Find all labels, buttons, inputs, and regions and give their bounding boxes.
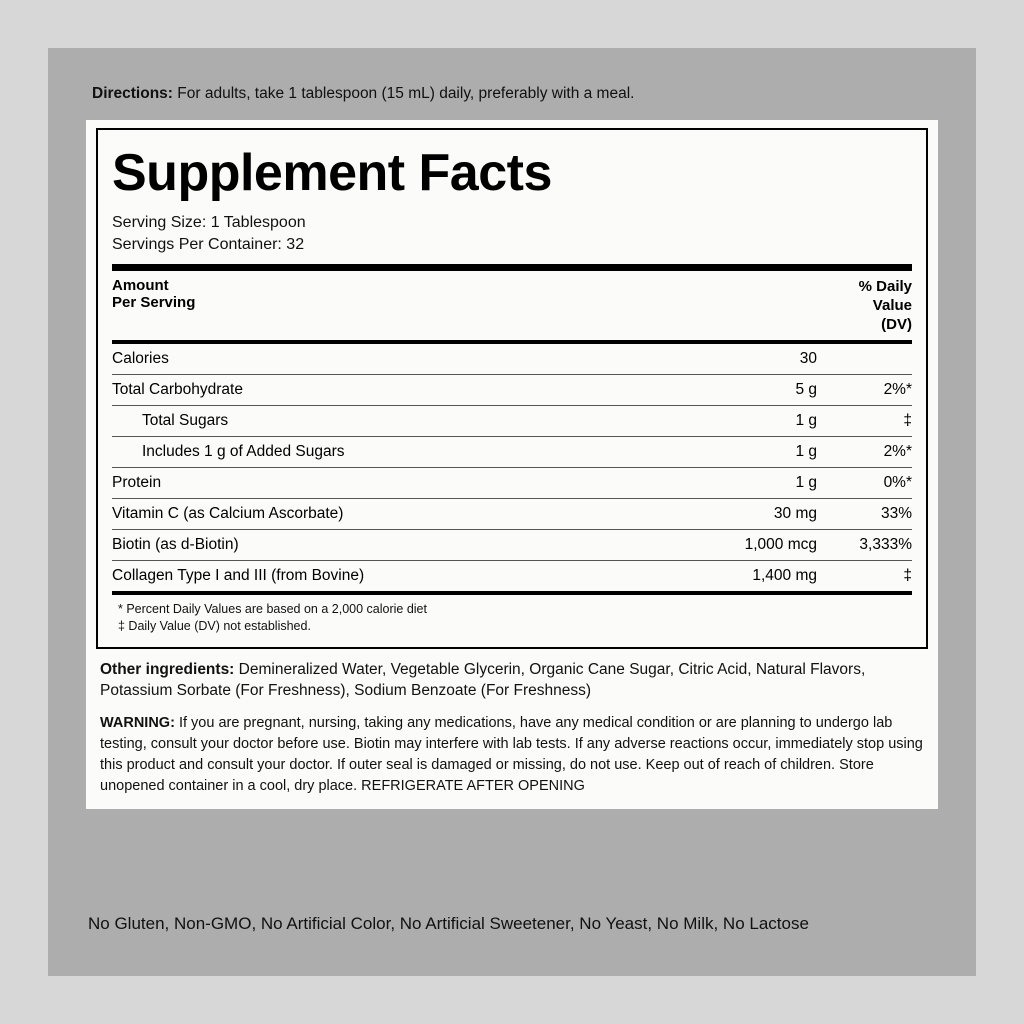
nutrient-amount: 1 g — [660, 437, 817, 468]
table-row — [112, 530, 912, 561]
nutrient-name: Protein — [112, 468, 660, 499]
footnote-dv-not-established: ‡ Daily Value (DV) not established. — [118, 619, 311, 633]
nutrient-amount: 30 — [799, 350, 817, 367]
directions — [92, 84, 952, 104]
warning-label: WARNING: — [100, 715, 175, 731]
warning-text: If you are pregnant, nursing, taking any medications, have any medical condition or are planning to undergo lab testing, consult your doctor before use. Biotin may interfere with lab tests. If any adverse reactions occur, immediately stop using this product and consult your doctor. If outer seal is damaged or missing, do not use. Keep out of reach of children. Store unopened container in a cool, dry place. REFRIGERATE AFTER OPENING — [100, 715, 923, 794]
nutrient-amount: 1,000 mcg — [660, 530, 817, 561]
servings-per-container: Servings Per Container: 32 — [112, 236, 305, 253]
nutrient-amount: 30 mg — [660, 499, 817, 530]
dv-header — [817, 271, 912, 340]
table-row — [112, 437, 912, 468]
nutrient-name: Vitamin C (as Calcium Ascorbate) — [112, 499, 660, 530]
dv-header-line3: (DV) — [881, 316, 912, 333]
warning — [100, 713, 926, 797]
footnote-percent-dv: * Percent Daily Values are based on a 2,000 calorie diet — [118, 602, 427, 616]
nutrient-dv: 33% — [817, 499, 912, 530]
nutrient-name: Calories — [112, 350, 169, 367]
nutrient-dv: 2%* — [817, 437, 912, 468]
dv-header-line2: Value — [872, 297, 912, 314]
nutrient-dv: ‡ — [817, 406, 912, 437]
other-ingredients — [100, 659, 926, 701]
supplement-facts-box — [96, 128, 928, 649]
nutrient-name: Biotin (as d-Biotin) — [112, 530, 660, 561]
table-row — [112, 344, 912, 375]
amount-header — [112, 271, 817, 340]
nutrient-amount: 1 g — [660, 406, 817, 437]
nutrient-amount: 5 g — [660, 375, 817, 406]
table-header-row — [112, 271, 912, 340]
serving-size: Serving Size: 1 Tablespoon — [112, 214, 306, 231]
nutrient-amount: 1,400 mg — [660, 561, 817, 592]
dv-header-line1: % Daily — [858, 278, 912, 295]
amount-header-line1: Amount — [112, 277, 169, 294]
nutrient-name: Includes 1 g of Added Sugars — [112, 437, 660, 468]
directions-label: Directions: — [92, 85, 173, 102]
divider-thick — [112, 264, 912, 271]
other-ingredients-text: Demineralized Water, Vegetable Glycerin, Organic Cane Sugar, Citric Acid, Natural Flavors, Potassium Sorbate (For Freshness), Sodium Benzoate (For Freshness) — [100, 661, 866, 699]
nutrient-name: Collagen Type I and III (from Bovine) — [112, 561, 660, 592]
nutrient-dv — [817, 344, 912, 375]
nutrient-dv: ‡ — [817, 561, 912, 592]
nutrient-name: Total Sugars — [112, 406, 660, 437]
amount-header-line2: Per Serving — [112, 294, 196, 311]
nutrient-dv: 0%* — [817, 468, 912, 499]
other-ingredients-label: Other ingredients: — [100, 661, 235, 678]
table-row — [112, 468, 912, 499]
table-row — [112, 406, 912, 437]
table-row — [112, 499, 912, 530]
directions-text: For adults, take 1 tablespoon (15 mL) daily, preferably with a meal. — [172, 85, 635, 102]
footnotes — [112, 595, 912, 637]
nutrients-table — [112, 344, 912, 591]
product-claims: No Gluten, Non-GMO, No Artificial Color, No Artificial Sweetener, No Yeast, No Milk, No Lactose — [88, 914, 809, 933]
page-title: Supplement Facts — [112, 144, 552, 202]
nutrient-amount: 1 g — [660, 468, 817, 499]
label-panel — [48, 48, 976, 976]
nutrient-name: Total Carbohydrate — [112, 375, 660, 406]
facts-panel — [86, 120, 938, 809]
nutrient-dv: 3,333% — [817, 530, 912, 561]
table-row — [112, 561, 912, 592]
supplement-facts-table — [112, 271, 912, 340]
nutrient-dv: 2%* — [817, 375, 912, 406]
table-row — [112, 375, 912, 406]
